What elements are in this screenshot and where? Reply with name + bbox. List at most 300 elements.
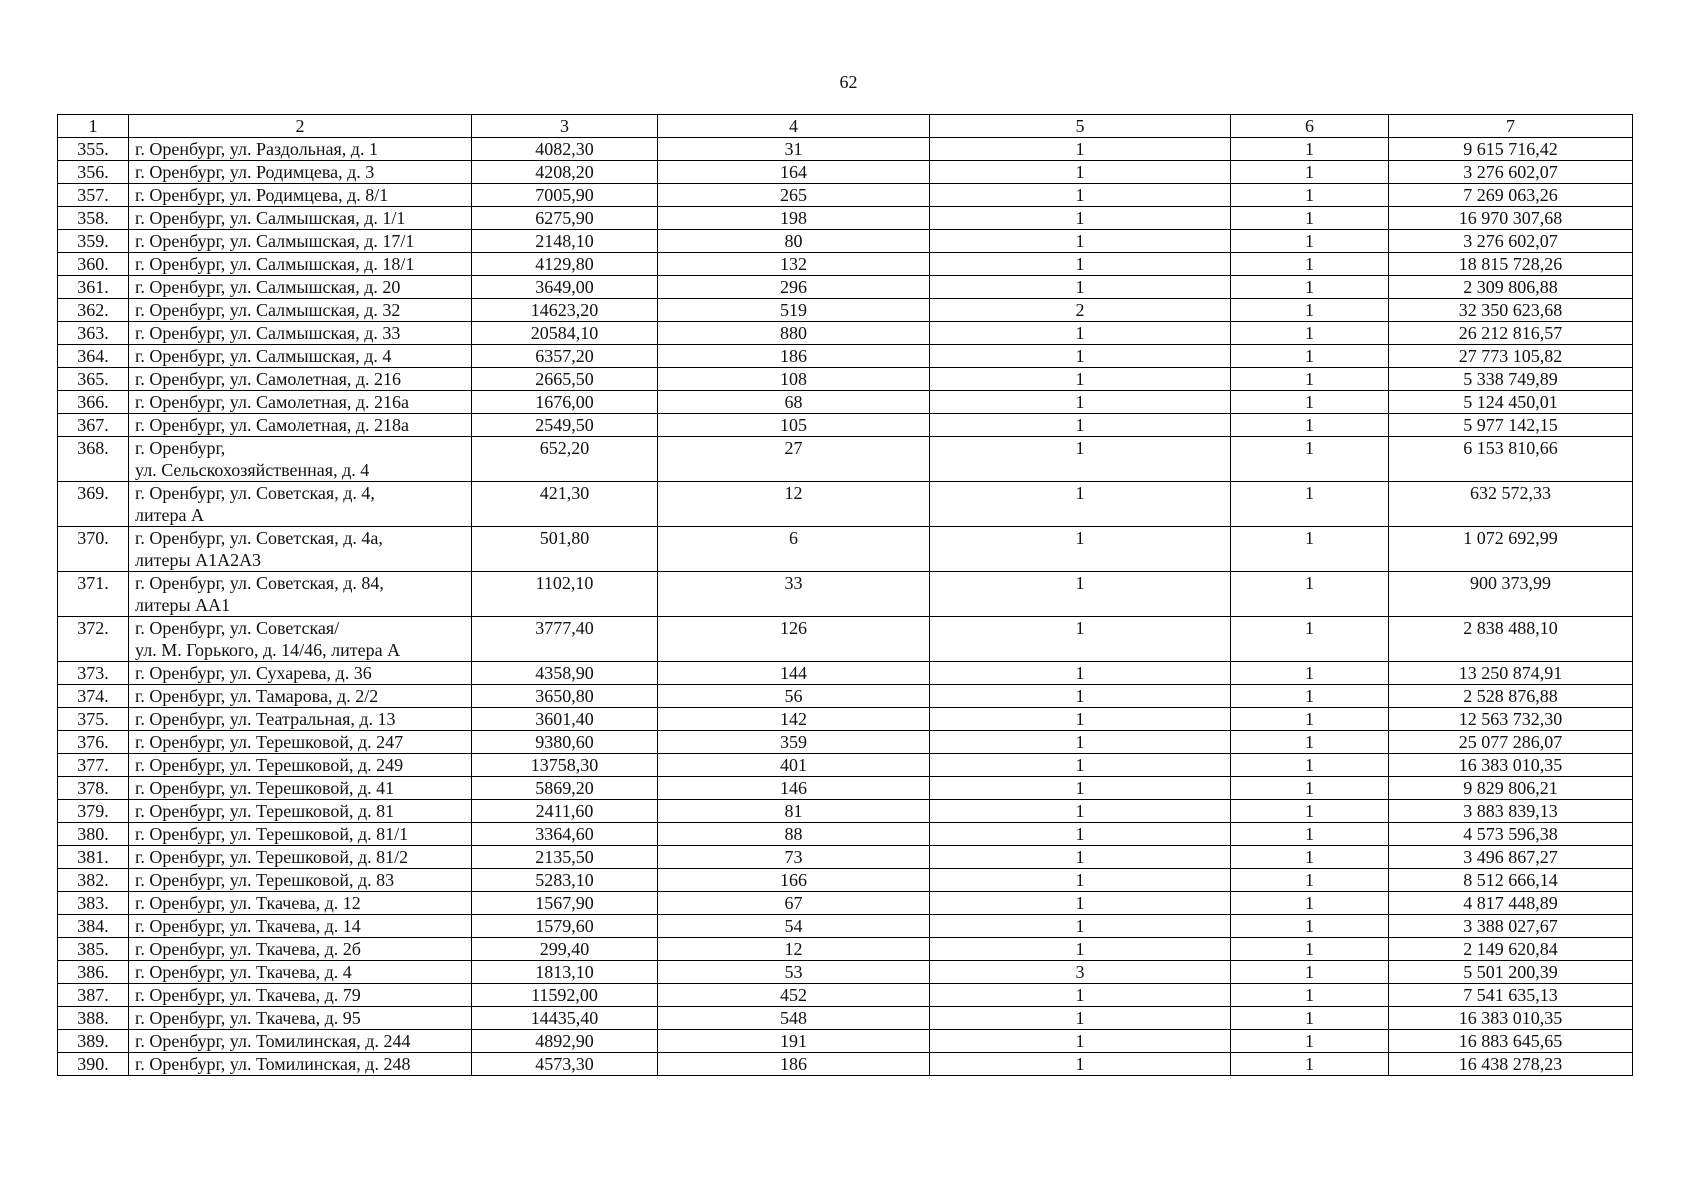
address-cell <box>129 915 472 938</box>
col5-cell: 1 <box>930 1007 1231 1030</box>
area-cell: 1676,00 <box>472 391 658 414</box>
area-cell: 6275,90 <box>472 207 658 230</box>
col5-cell: 1 <box>930 892 1231 915</box>
col6-cell: 1 <box>1231 1030 1389 1053</box>
address-line: г. Оренбург, ул. Ткачева, д. 79 <box>135 985 361 1005</box>
col5-cell: 1 <box>930 138 1231 161</box>
table-row <box>58 345 1633 368</box>
area-cell: 652,20 <box>472 437 658 482</box>
col6-cell: 1 <box>1231 276 1389 299</box>
address-line: г. Оренбург, ул. Тамарова, д. 2/2 <box>135 686 379 706</box>
address-line: г. Оренбург, ул. Самолетная, д. 216 <box>135 369 402 389</box>
row-number-cell: 357. <box>58 184 129 207</box>
row-number-cell: 379. <box>58 800 129 823</box>
address-line: г. Оренбург, ул. Советская, д. 84, <box>135 573 384 593</box>
cost-cell: 5 977 142,15 <box>1389 414 1633 437</box>
cost-cell: 5 501 200,39 <box>1389 961 1633 984</box>
col6-cell: 1 <box>1231 345 1389 368</box>
residents-cell: 53 <box>658 961 930 984</box>
address-line: г. Оренбург, ул. Салмышская, д. 32 <box>135 300 401 320</box>
col5-cell: 1 <box>930 1053 1231 1076</box>
col6-cell: 1 <box>1231 708 1389 731</box>
col5-cell: 2 <box>930 299 1231 322</box>
col5-cell: 1 <box>930 437 1231 482</box>
address-line: г. Оренбург, ул. Томилинская, д. 244 <box>135 1031 411 1051</box>
cost-cell: 4 817 448,89 <box>1389 892 1633 915</box>
col5-cell: 1 <box>930 391 1231 414</box>
address-line: г. Оренбург, ул. Советская, д. 4, <box>135 483 375 503</box>
col6-cell: 1 <box>1231 617 1389 662</box>
col5-cell: 1 <box>930 276 1231 299</box>
address-line: литеры АА1 <box>135 595 231 615</box>
row-number-cell: 360. <box>58 253 129 276</box>
address-cell <box>129 322 472 345</box>
table-row <box>58 1053 1633 1076</box>
row-number-cell: 389. <box>58 1030 129 1053</box>
row-number-cell: 366. <box>58 391 129 414</box>
cost-cell: 3 276 602,07 <box>1389 230 1633 253</box>
row-number-cell: 362. <box>58 299 129 322</box>
col5-cell: 3 <box>930 961 1231 984</box>
residents-cell: 191 <box>658 1030 930 1053</box>
col5-cell: 1 <box>930 777 1231 800</box>
area-cell: 3649,00 <box>472 276 658 299</box>
residents-cell: 12 <box>658 938 930 961</box>
cost-cell: 9 615 716,42 <box>1389 138 1633 161</box>
area-cell: 4358,90 <box>472 662 658 685</box>
area-cell: 2148,10 <box>472 230 658 253</box>
col5-cell: 1 <box>930 161 1231 184</box>
table-row <box>58 161 1633 184</box>
table-row <box>58 138 1633 161</box>
row-number-cell: 356. <box>58 161 129 184</box>
col6-cell: 1 <box>1231 414 1389 437</box>
address-line: г. Оренбург, ул. Родимцева, д. 3 <box>135 162 375 182</box>
cost-cell: 5 124 450,01 <box>1389 391 1633 414</box>
address-cell <box>129 777 472 800</box>
cost-cell: 32 350 623,68 <box>1389 299 1633 322</box>
address-line: г. Оренбург, ул. Ткачева, д. 2б <box>135 939 361 959</box>
area-cell: 3601,40 <box>472 708 658 731</box>
area-cell: 5869,20 <box>472 777 658 800</box>
residents-cell: 401 <box>658 754 930 777</box>
cost-cell: 25 077 286,07 <box>1389 731 1633 754</box>
table-row <box>58 800 1633 823</box>
residents-cell: 265 <box>658 184 930 207</box>
col5-cell: 1 <box>930 253 1231 276</box>
cost-cell: 16 383 010,35 <box>1389 754 1633 777</box>
address-cell <box>129 414 472 437</box>
col6-cell: 1 <box>1231 915 1389 938</box>
table-row <box>58 230 1633 253</box>
row-number-cell: 370. <box>58 527 129 572</box>
col5-cell: 1 <box>930 984 1231 1007</box>
address-line: г. Оренбург, ул. Салмышская, д. 1/1 <box>135 208 406 228</box>
address-cell <box>129 892 472 915</box>
col6-cell: 1 <box>1231 800 1389 823</box>
row-number-cell: 384. <box>58 915 129 938</box>
address-cell <box>129 662 472 685</box>
area-cell: 3650,80 <box>472 685 658 708</box>
residents-cell: 73 <box>658 846 930 869</box>
table-row <box>58 207 1633 230</box>
table-row <box>58 253 1633 276</box>
table-row <box>58 184 1633 207</box>
area-cell: 3364,60 <box>472 823 658 846</box>
area-cell: 2549,50 <box>472 414 658 437</box>
row-number-cell: 383. <box>58 892 129 915</box>
residents-cell: 166 <box>658 869 930 892</box>
residents-cell: 144 <box>658 662 930 685</box>
address-cell <box>129 184 472 207</box>
row-number-cell: 387. <box>58 984 129 1007</box>
table-row <box>58 961 1633 984</box>
page-number: 62 <box>839 72 858 92</box>
residents-cell: 164 <box>658 161 930 184</box>
residents-cell: 126 <box>658 617 930 662</box>
row-number-cell: 368. <box>58 437 129 482</box>
residents-cell: 67 <box>658 892 930 915</box>
area-cell: 4573,30 <box>472 1053 658 1076</box>
address-line: г. Оренбург, ул. Театральная, д. 13 <box>135 709 396 729</box>
row-number-cell: 361. <box>58 276 129 299</box>
row-number-cell: 372. <box>58 617 129 662</box>
row-number-cell: 365. <box>58 368 129 391</box>
address-line: г. Оренбург, ул. Самолетная, д. 216а <box>135 392 410 412</box>
area-cell: 14623,20 <box>472 299 658 322</box>
residents-cell: 186 <box>658 1053 930 1076</box>
address-line: г. Оренбург, ул. Самолетная, д. 218а <box>135 415 410 435</box>
address-cell <box>129 276 472 299</box>
address-line: г. Оренбург, ул. Родимцева, д. 8/1 <box>135 185 389 205</box>
col5-cell: 1 <box>930 662 1231 685</box>
col6-cell: 1 <box>1231 482 1389 527</box>
table-row <box>58 915 1633 938</box>
address-line: г. Оренбург, ул. Ткачева, д. 14 <box>135 916 361 936</box>
table-row <box>58 662 1633 685</box>
cost-cell: 2 838 488,10 <box>1389 617 1633 662</box>
table-row <box>58 322 1633 345</box>
address-cell <box>129 685 472 708</box>
row-number-cell: 388. <box>58 1007 129 1030</box>
address-line: г. Оренбург, ул. Ткачева, д. 4 <box>135 962 352 982</box>
residents-cell: 33 <box>658 572 930 617</box>
address-line: г. Оренбург, ул. Ткачева, д. 12 <box>135 893 361 913</box>
residents-cell: 31 <box>658 138 930 161</box>
address-cell <box>129 391 472 414</box>
address-line: г. Оренбург, ул. Салмышская, д. 20 <box>135 277 401 297</box>
residents-cell: 108 <box>658 368 930 391</box>
residents-cell: 27 <box>658 437 930 482</box>
address-cell <box>129 1007 472 1030</box>
area-cell: 1102,10 <box>472 572 658 617</box>
cost-cell: 3 276 602,07 <box>1389 161 1633 184</box>
residents-cell: 68 <box>658 391 930 414</box>
header-col-6: 6 <box>1231 115 1389 138</box>
col6-cell: 1 <box>1231 1053 1389 1076</box>
header-row <box>58 115 1633 138</box>
table-row <box>58 391 1633 414</box>
address-cell <box>129 253 472 276</box>
col6-cell: 1 <box>1231 823 1389 846</box>
row-number-cell: 385. <box>58 938 129 961</box>
row-number-cell: 355. <box>58 138 129 161</box>
area-cell: 4892,90 <box>472 1030 658 1053</box>
address-cell <box>129 437 472 482</box>
address-cell <box>129 299 472 322</box>
residents-cell: 548 <box>658 1007 930 1030</box>
row-number-cell: 371. <box>58 572 129 617</box>
col6-cell: 1 <box>1231 846 1389 869</box>
col6-cell: 1 <box>1231 299 1389 322</box>
row-number-cell: 377. <box>58 754 129 777</box>
col5-cell: 1 <box>930 708 1231 731</box>
row-number-cell: 369. <box>58 482 129 527</box>
address-line: г. Оренбург, ул. Терешковой, д. 41 <box>135 778 395 798</box>
cost-cell: 7 541 635,13 <box>1389 984 1633 1007</box>
residents-cell: 296 <box>658 276 930 299</box>
col6-cell: 1 <box>1231 1007 1389 1030</box>
table-row <box>58 892 1633 915</box>
col5-cell: 1 <box>930 754 1231 777</box>
address-cell <box>129 527 472 572</box>
address-line: г. Оренбург, ул. Салмышская, д. 33 <box>135 323 401 343</box>
table-row <box>58 846 1633 869</box>
row-number-cell: 390. <box>58 1053 129 1076</box>
col5-cell: 1 <box>930 731 1231 754</box>
col6-cell: 1 <box>1231 253 1389 276</box>
cost-cell: 3 388 027,67 <box>1389 915 1633 938</box>
col6-cell: 1 <box>1231 391 1389 414</box>
address-cell <box>129 345 472 368</box>
residents-cell: 56 <box>658 685 930 708</box>
address-cell <box>129 482 472 527</box>
table-row <box>58 754 1633 777</box>
col5-cell: 1 <box>930 846 1231 869</box>
col5-cell: 1 <box>930 617 1231 662</box>
col6-cell: 1 <box>1231 368 1389 391</box>
address-cell <box>129 230 472 253</box>
table-row <box>58 527 1633 572</box>
row-number-cell: 374. <box>58 685 129 708</box>
cost-cell: 18 815 728,26 <box>1389 253 1633 276</box>
row-number-cell: 375. <box>58 708 129 731</box>
cost-cell: 5 338 749,89 <box>1389 368 1633 391</box>
address-line: ул. Сельскохозяйственная, д. 4 <box>135 460 370 480</box>
col5-cell: 1 <box>930 368 1231 391</box>
area-cell: 3777,40 <box>472 617 658 662</box>
col6-cell: 1 <box>1231 184 1389 207</box>
cost-cell: 16 383 010,35 <box>1389 1007 1633 1030</box>
col6-cell: 1 <box>1231 662 1389 685</box>
row-number-cell: 364. <box>58 345 129 368</box>
residents-cell: 81 <box>658 800 930 823</box>
row-number-cell: 381. <box>58 846 129 869</box>
address-line: г. Оренбург, <box>135 438 226 458</box>
area-cell: 501,80 <box>472 527 658 572</box>
col5-cell: 1 <box>930 527 1231 572</box>
area-cell: 9380,60 <box>472 731 658 754</box>
col6-cell: 1 <box>1231 527 1389 572</box>
address-line: литера А <box>135 505 204 525</box>
address-cell <box>129 138 472 161</box>
residents-cell: 186 <box>658 345 930 368</box>
area-cell: 11592,00 <box>472 984 658 1007</box>
row-number-cell: 380. <box>58 823 129 846</box>
address-cell <box>129 800 472 823</box>
area-cell: 13758,30 <box>472 754 658 777</box>
cost-cell: 2 309 806,88 <box>1389 276 1633 299</box>
col6-cell: 1 <box>1231 161 1389 184</box>
col6-cell: 1 <box>1231 322 1389 345</box>
address-cell <box>129 938 472 961</box>
table-row <box>58 731 1633 754</box>
row-number-cell: 363. <box>58 322 129 345</box>
cost-cell: 9 829 806,21 <box>1389 777 1633 800</box>
table-row <box>58 1030 1633 1053</box>
col5-cell: 1 <box>930 322 1231 345</box>
address-cell <box>129 572 472 617</box>
col5-cell: 1 <box>930 482 1231 527</box>
cost-cell: 13 250 874,91 <box>1389 662 1633 685</box>
table-row <box>58 777 1633 800</box>
cost-cell: 16 970 307,68 <box>1389 207 1633 230</box>
address-line: г. Оренбург, ул. Сухарева, д. 36 <box>135 663 372 683</box>
address-line: г. Оренбург, ул. Терешковой, д. 81/1 <box>135 824 409 844</box>
table-row <box>58 572 1633 617</box>
residents-cell: 880 <box>658 322 930 345</box>
area-cell: 2135,50 <box>472 846 658 869</box>
table-row <box>58 299 1633 322</box>
col6-cell: 1 <box>1231 207 1389 230</box>
col5-cell: 1 <box>930 938 1231 961</box>
table-row <box>58 437 1633 482</box>
residents-cell: 105 <box>658 414 930 437</box>
col5-cell: 1 <box>930 1030 1231 1053</box>
col5-cell: 1 <box>930 823 1231 846</box>
table-body <box>58 138 1633 1076</box>
address-line: ул. М. Горького, д. 14/46, литера А <box>135 640 401 660</box>
area-cell: 14435,40 <box>472 1007 658 1030</box>
address-cell <box>129 161 472 184</box>
cost-cell: 1 072 692,99 <box>1389 527 1633 572</box>
col6-cell: 1 <box>1231 731 1389 754</box>
residents-cell: 452 <box>658 984 930 1007</box>
col5-cell: 1 <box>930 207 1231 230</box>
col5-cell: 1 <box>930 414 1231 437</box>
address-cell <box>129 731 472 754</box>
table-row <box>58 823 1633 846</box>
col5-cell: 1 <box>930 572 1231 617</box>
cost-cell: 632 572,33 <box>1389 482 1633 527</box>
address-cell <box>129 1030 472 1053</box>
cost-cell: 8 512 666,14 <box>1389 869 1633 892</box>
row-number-cell: 386. <box>58 961 129 984</box>
residents-cell: 12 <box>658 482 930 527</box>
col5-cell: 1 <box>930 685 1231 708</box>
row-number-cell: 367. <box>58 414 129 437</box>
col6-cell: 1 <box>1231 869 1389 892</box>
table-row <box>58 708 1633 731</box>
residents-cell: 132 <box>658 253 930 276</box>
area-cell: 20584,10 <box>472 322 658 345</box>
col5-cell: 1 <box>930 800 1231 823</box>
address-cell <box>129 617 472 662</box>
address-line: г. Оренбург, ул. Советская, д. 4а, <box>135 528 383 548</box>
address-cell <box>129 754 472 777</box>
row-number-cell: 359. <box>58 230 129 253</box>
area-cell: 5283,10 <box>472 869 658 892</box>
area-cell: 299,40 <box>472 938 658 961</box>
address-cell <box>129 368 472 391</box>
cost-cell: 12 563 732,30 <box>1389 708 1633 731</box>
col6-cell: 1 <box>1231 437 1389 482</box>
residents-cell: 54 <box>658 915 930 938</box>
residents-cell: 6 <box>658 527 930 572</box>
area-cell: 1567,90 <box>472 892 658 915</box>
area-cell: 4082,30 <box>472 138 658 161</box>
cost-cell: 2 528 876,88 <box>1389 685 1633 708</box>
address-cell <box>129 984 472 1007</box>
address-cell <box>129 846 472 869</box>
area-cell: 1579,60 <box>472 915 658 938</box>
col6-cell: 1 <box>1231 230 1389 253</box>
cost-cell: 4 573 596,38 <box>1389 823 1633 846</box>
header-col-3: 3 <box>472 115 658 138</box>
cost-cell: 3 496 867,27 <box>1389 846 1633 869</box>
address-line: г. Оренбург, ул. Терешковой, д. 247 <box>135 732 404 752</box>
table-row <box>58 938 1633 961</box>
address-line: г. Оренбург, ул. Терешковой, д. 83 <box>135 870 395 890</box>
address-cell <box>129 823 472 846</box>
col6-cell: 1 <box>1231 754 1389 777</box>
residents-cell: 359 <box>658 731 930 754</box>
table-row <box>58 617 1633 662</box>
address-cell <box>129 207 472 230</box>
cost-cell: 900 373,99 <box>1389 572 1633 617</box>
table-row <box>58 1007 1633 1030</box>
table-row <box>58 482 1633 527</box>
area-cell: 4129,80 <box>472 253 658 276</box>
col5-cell: 1 <box>930 184 1231 207</box>
col6-cell: 1 <box>1231 777 1389 800</box>
area-cell: 4208,20 <box>472 161 658 184</box>
header-col-7: 7 <box>1389 115 1633 138</box>
area-cell: 2665,50 <box>472 368 658 391</box>
residents-cell: 142 <box>658 708 930 731</box>
residents-cell: 80 <box>658 230 930 253</box>
row-number-cell: 376. <box>58 731 129 754</box>
col6-cell: 1 <box>1231 938 1389 961</box>
residents-cell: 88 <box>658 823 930 846</box>
cost-cell: 2 149 620,84 <box>1389 938 1633 961</box>
address-line: г. Оренбург, ул. Советская/ <box>135 618 340 638</box>
col5-cell: 1 <box>930 345 1231 368</box>
col6-cell: 1 <box>1231 138 1389 161</box>
address-line: г. Оренбург, ул. Терешковой, д. 81 <box>135 801 395 821</box>
address-line: литеры А1А2А3 <box>135 550 262 570</box>
cost-cell: 3 883 839,13 <box>1389 800 1633 823</box>
col6-cell: 1 <box>1231 961 1389 984</box>
cost-cell: 26 212 816,57 <box>1389 322 1633 345</box>
table-row <box>58 984 1633 1007</box>
table-row <box>58 276 1633 299</box>
col6-cell: 1 <box>1231 984 1389 1007</box>
table-row <box>58 869 1633 892</box>
col5-cell: 1 <box>930 869 1231 892</box>
table-row <box>58 368 1633 391</box>
cost-cell: 16 883 645,65 <box>1389 1030 1633 1053</box>
